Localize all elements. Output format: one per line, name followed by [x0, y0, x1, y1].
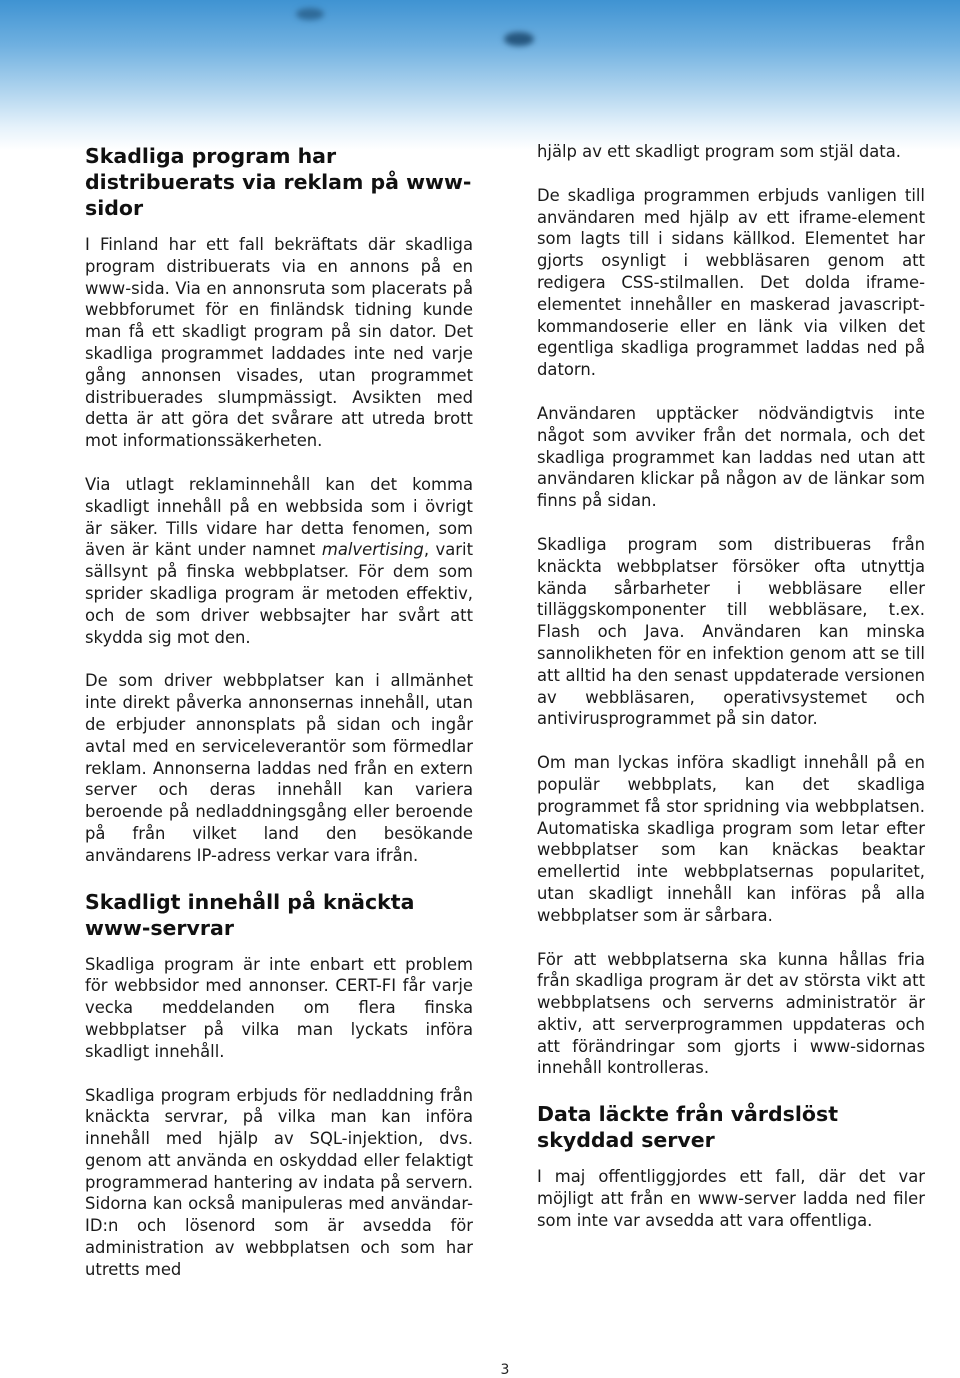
text-run: , varit sällsynt på finska webbplatser. För dem som sprider skadliga program är metoden effektiv, och de som driver webbsajter har svårt att skydda sig mot den.	[85, 540, 473, 647]
paragraph: Användaren upptäcker nödvändigtvis inte något som avviker från det normala, och det skadliga programmet kan laddas ned utan att användaren klickar på någon av de länkar som finns på sidan.	[537, 403, 925, 511]
banner-blur-spot	[504, 32, 534, 46]
emphasis-term: malvertising	[321, 540, 424, 560]
section-heading-malvertising: Skadliga program har distribuerats via reklam på www-sidor	[85, 144, 472, 220]
paragraph: Skadliga program som distribueras från knäckta webbplatser försöker ofta utnyttja kända sårbarheter i webbläsare eller tilläggskomponenter till webbläsare, t.ex. Flash och Java. Användaren kan minska sannolikheten för en infektion genom att se till att alltid ha den senast uppdaterade versionen av webbläsaren, operativsystemet och antivirusprogrammet på sin dator.	[537, 534, 925, 729]
paragraph	[85, 474, 473, 648]
sky-banner	[0, 0, 960, 150]
banner-blur-spot	[296, 8, 324, 20]
paragraph: De skadliga programmen erbjuds vanligen till användaren med hjälp av ett iframe-element som lagts till i sidans källkod. Elementet har gjorts osynligt i webbläsaren genom att redigera CSS-stilmallen. Det dolda iframe-elementet innehåller en maskerad javascript-kommandoserie eller en länk via vilken det egentliga skadliga programmet laddas ned på datorn.	[537, 185, 925, 380]
paragraph: I maj offentliggjordes ett fall, där det var möjligt att från en www-server ladda ned filer som inte var avsedda att vara offentliga.	[537, 1167, 925, 1230]
page-number: 3	[500, 1362, 510, 1378]
paragraph: hjälp av ett skadligt program som stjäl data.	[537, 142, 901, 161]
left-column	[85, 141, 473, 1303]
paragraph: Skadliga program är inte enbart ett problem för webbsidor med annonser. CERT-FI får varje vecka meddelanden om flera finska webbplatser på vilka man lyckats införa skadligt innehåll.	[85, 954, 473, 1061]
section-heading-cracked-servers: Skadligt innehåll på knäckta www-servrar	[85, 889, 415, 940]
paragraph: Om man lyckas införa skadligt innehåll på en populär webbplats, kan det skadliga programmet få stor spridning via webbplatsen. Automatiska skadliga program som letar efter webbplatser som kan knäckas beaktar emellertid inte webbplatsernas popularitet, utan skadligt innehåll kan införas på alla webbplatser som är sårbara.	[537, 753, 925, 925]
right-column	[537, 141, 925, 1254]
paragraph: För att webbplatserna ska kunna hållas fria från skadliga program är det av största vikt att webbplatsens och serverns administratör är aktiv, att serverprogrammen uppdateras och att förändringar som gjorts i www-sidornas innehåll kontrolleras.	[537, 949, 925, 1078]
paragraph: Skadliga program erbjuds för nedladdning från knäckta servrar, på vilka man kan införa innehåll med hjälp av SQL-injektion, dvs. genom att använda en oskyddad eller felaktigt programmerad hantering av indata på servern. Sidorna kan också manipuleras med användar-ID:n och lösenord som är avsedda för administration av webbplatsen och som har utretts med	[85, 1085, 473, 1279]
paragraph: De som driver webbplatser kan i allmänhet inte direkt påverka annonsernas innehåll, utan de erbjuder annonsplats på sidan och ingår avtal med en serviceleverantör som förmedlar reklam. Annonserna laddas ned från en extern server och deras innehåll kan variera beroende på nedladdningsgång eller beroende på från vilket land den besökande användarens IP-adress verkar vara ifrån.	[85, 671, 473, 865]
section-heading-data-leak: Data läckte från vårdslöst skyddad server	[537, 1102, 838, 1153]
paragraph: I Finland har ett fall bekräftats där skadliga program distribuerats via en annons på en www-sida. Via en annonsruta som placerats på webbforumet för en finländsk tidning kunde man få ett skadligt program på sin dator. Det skadliga programmet laddades inte ned varje gång annonsen visades, utan programmet distribuerades slumpmässigt. Avsikten med detta är att göra det svårare att utreda brott mot informationssäkerheten.	[85, 235, 473, 451]
text-run: Via utlagt reklaminnehåll kan det komma skadligt innehåll på en webbsida som i övrigt är säker. Tills vidare har detta fenomen, som även är känt under namnet	[85, 474, 473, 560]
